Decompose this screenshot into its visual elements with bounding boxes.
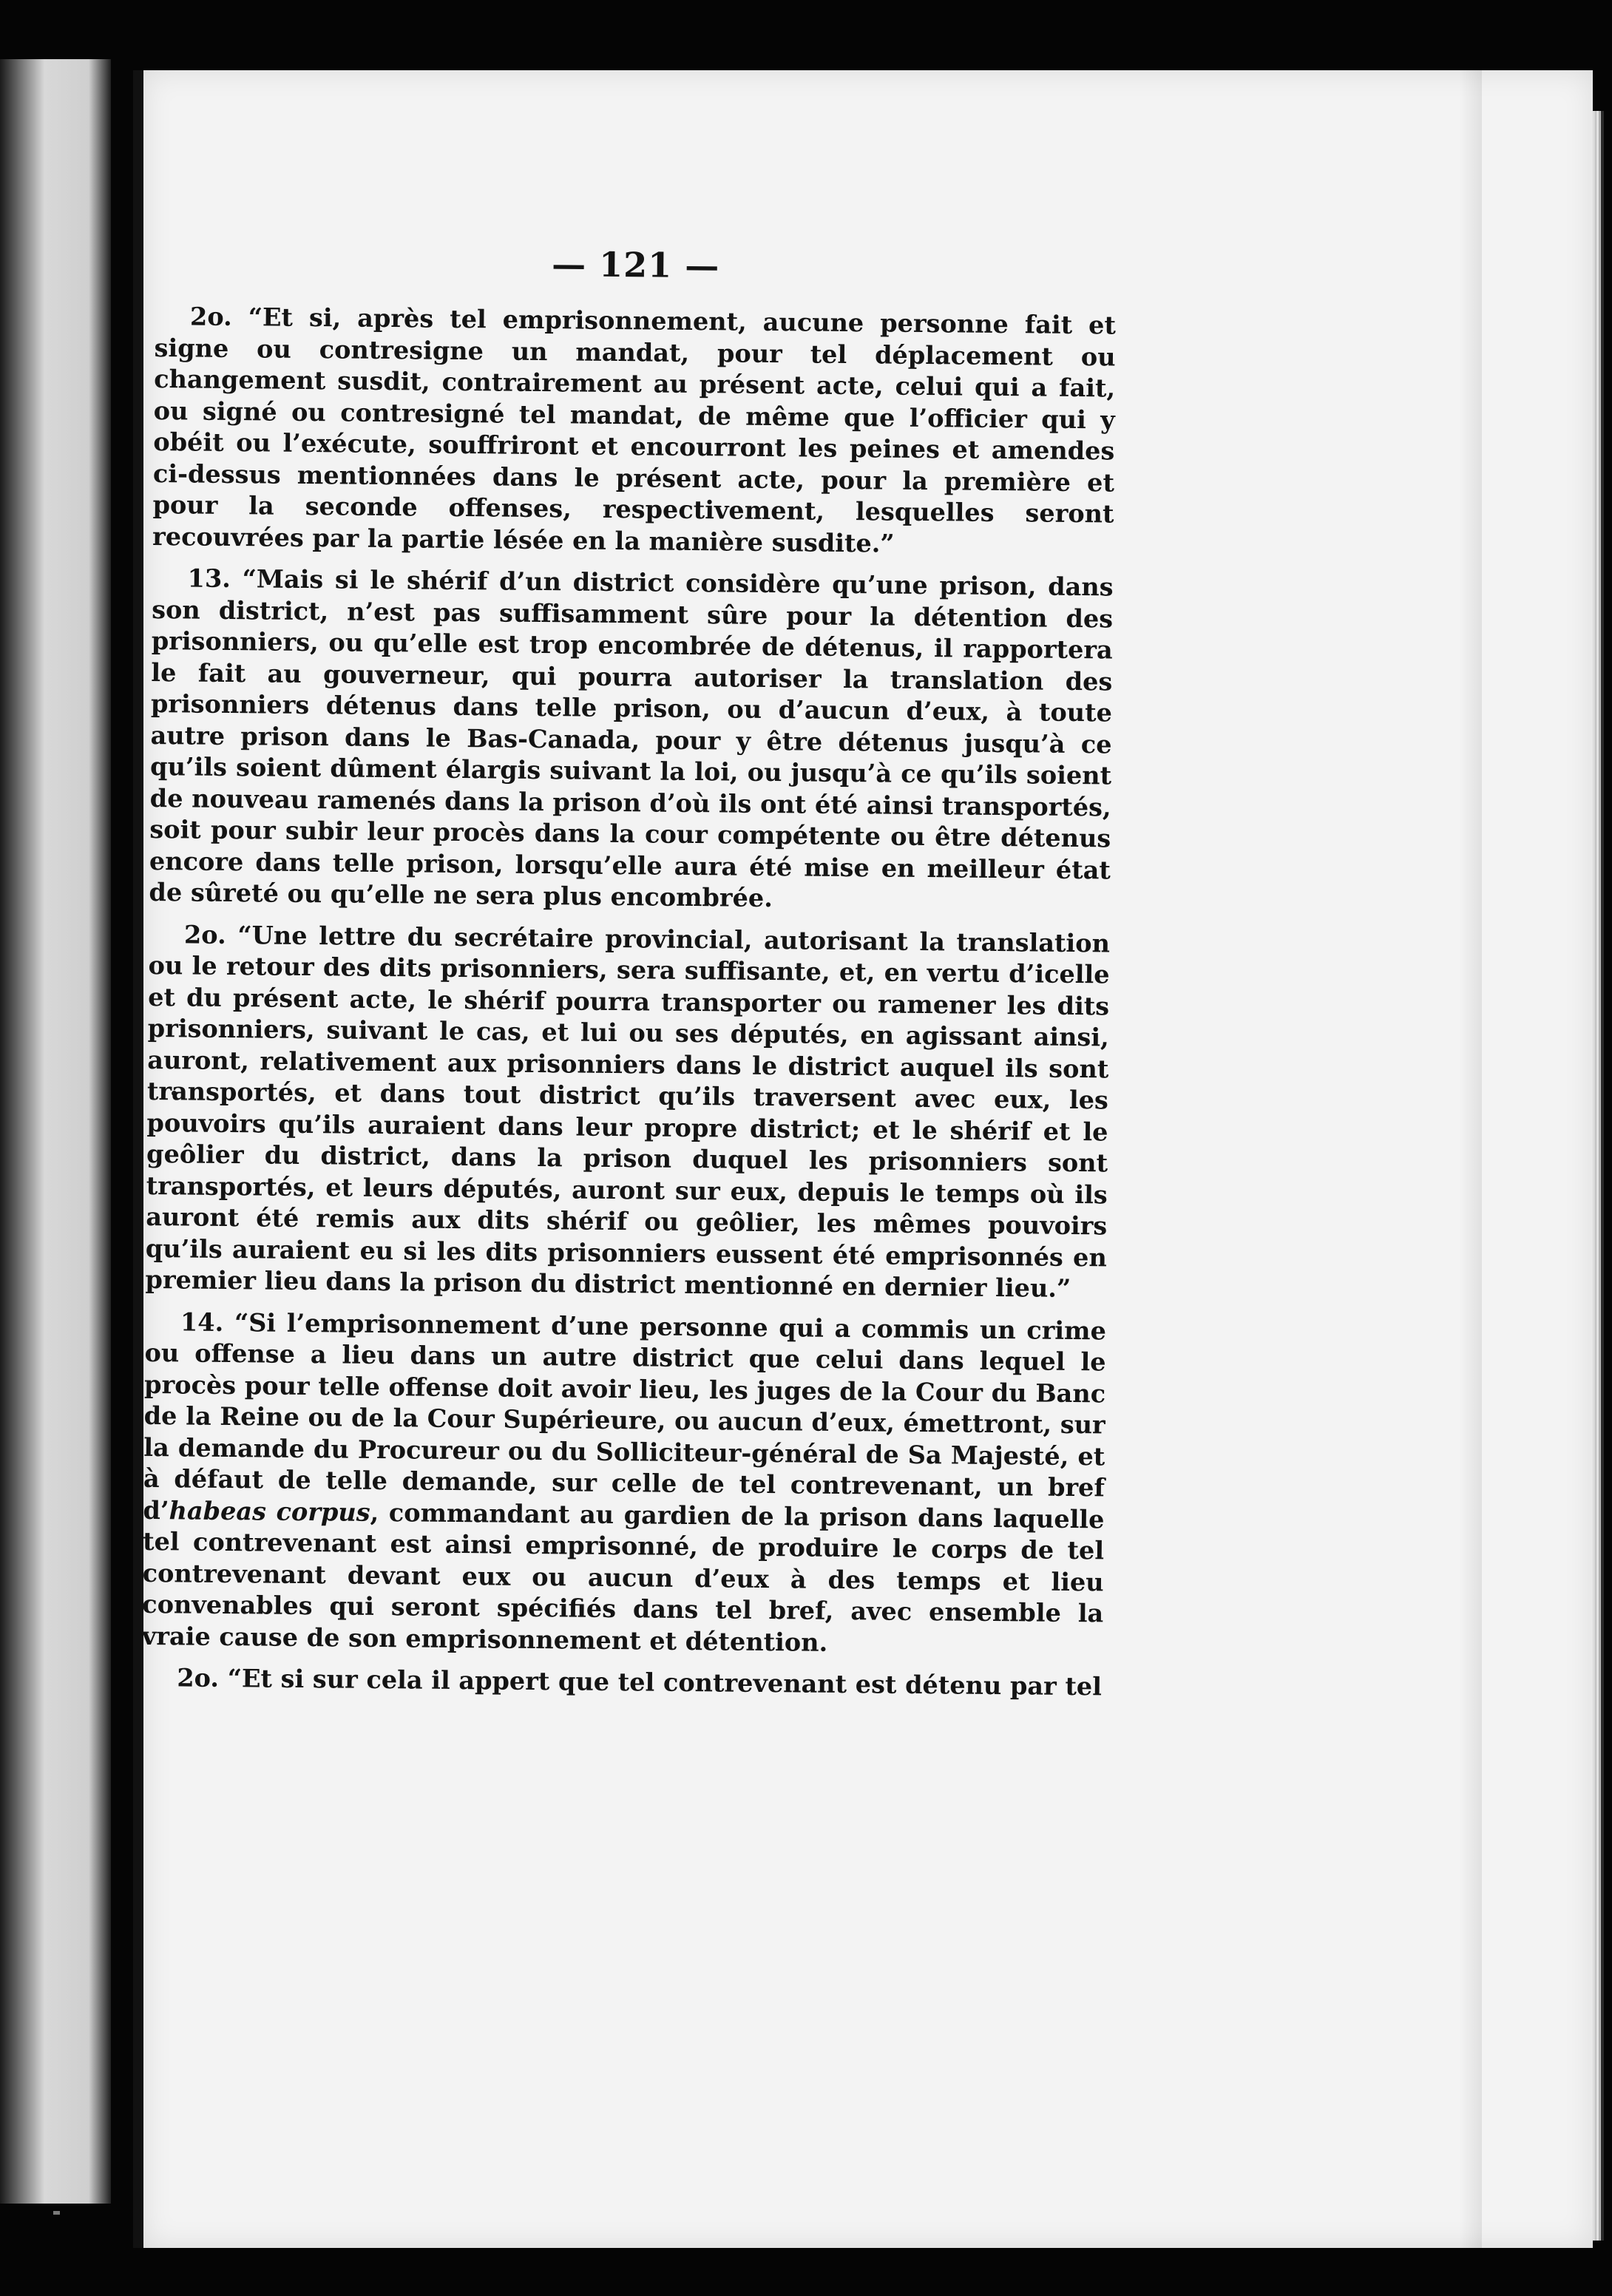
paragraph-14-end: , commandant au gardien de la prison dans laquelle tel contrevenant est ainsi emprisonné, de produire le corps de tel contrevenant devant eux ou aucun d’eux à des temps et lieu convenables qui seront spécifiés dans tel bref, avec ensemble la vraie cause de son emprisonnement et détention. [141,1497,1105,1657]
paragraph-13: 13. “Mais si le shérif d’un district considère qu’une prison, dans son district, n’est pas suffisamment sûre pour la détention des prisonniers, ou qu’elle est trop encombrée de détenus, il rapportera le fait au gouverneur, qui pourra autoriser la translation des prisonniers détenus dans telle prison, ou d’aucun d’eux, à toute autre prison dans le Bas-Canada, pour y être détenus jusqu’à ce qu’ils soient dûment élargis suivant la loi, ou jusqu’à ce qu’ils soient de nouveau ramenés dans la prison d’où ils ont été ainsi transportés, soit pour subir leur procès dans la cour compétente ou être détenus encore dans telle prison, lorsqu’elle aura été mise en meilleur état de sûreté ou qu’elle ne sera plus encombrée. [149,563,1114,913]
page-number: — 121 — [551,244,720,286]
paragraph-2o-second: 2o. “Une lettre du secrétaire provincial, autorisant la translation ou le retour des dits prisonniers, sera suffisante, et, en vertu d’icelle et du présent acte, le shérif pourra transporter ou ramener les dits prisonniers, suivant le cas, et lui ou ses députés, en agissant ainsi, auront, relativement aux prisonniers dans le district auquel ils sont transportés, et dans tout district qu’ils traversent avec eux, les pouvoirs qu’ils auraient dans leur propre district; et le shérif et le geôlier du district, dans la prison duquel les prisonniers sont transportés, et leurs députés, auront sur eux, depuis le temps où ils auront été remis aux dits shérif ou geôlier, les mêmes pouvoirs qu’ils auraient eu si les dits prisonniers eussent été emprisonnés en premier lieu dans la prison du district mentionné en dernier lieu.” [145,919,1111,1303]
page-text [141,240,1117,1713]
paragraph-2o-first: 2o. “Et si, après tel emprisonnement, aucune personne fait et signe ou contresigne un mandat, pour tel déplacement ou changement susdit, contrairement au présent acte, celui qui a fait, ou signé ou contresigné tel mandat, de même que l’officier qui y obéit ou l’exécute, souffriront et encourront les peines et amendes ci-dessus mentionnées dans le présent acte, pour la première et pour la seconde offenses, respectivement, lesquelles seront recouvrées par la partie lésée en la manière susdite.” [152,302,1117,558]
scan-speck [53,2211,60,2215]
habeas-corpus-term: habeas corpus [169,1495,370,1527]
page-shadow [1460,70,1482,2248]
paragraph-14-start: 14. “Si l’emprisonnement d’une personne qui a commis un crime ou offense a lieu dans un autre district que celui dans lequel le procès pour telle offense doit avoir lieu, les juges de la Cour du Banc de la Reine ou de la Cour Supérieure, ou aucun d’eux, émettront, sur la demande du Procureur ou du Solliciteur-général de Sa Majesté, et à défaut de telle demande, sur celle de tel contrevenant, un bref d’ [143,1307,1107,1525]
previous-page-edge [0,59,111,2204]
paragraph-14 [142,1306,1106,1661]
paragraph-2o-third: 2o. “Et si sur cela il appert que tel contrevenant est détenu par tel [177,1663,1103,1701]
